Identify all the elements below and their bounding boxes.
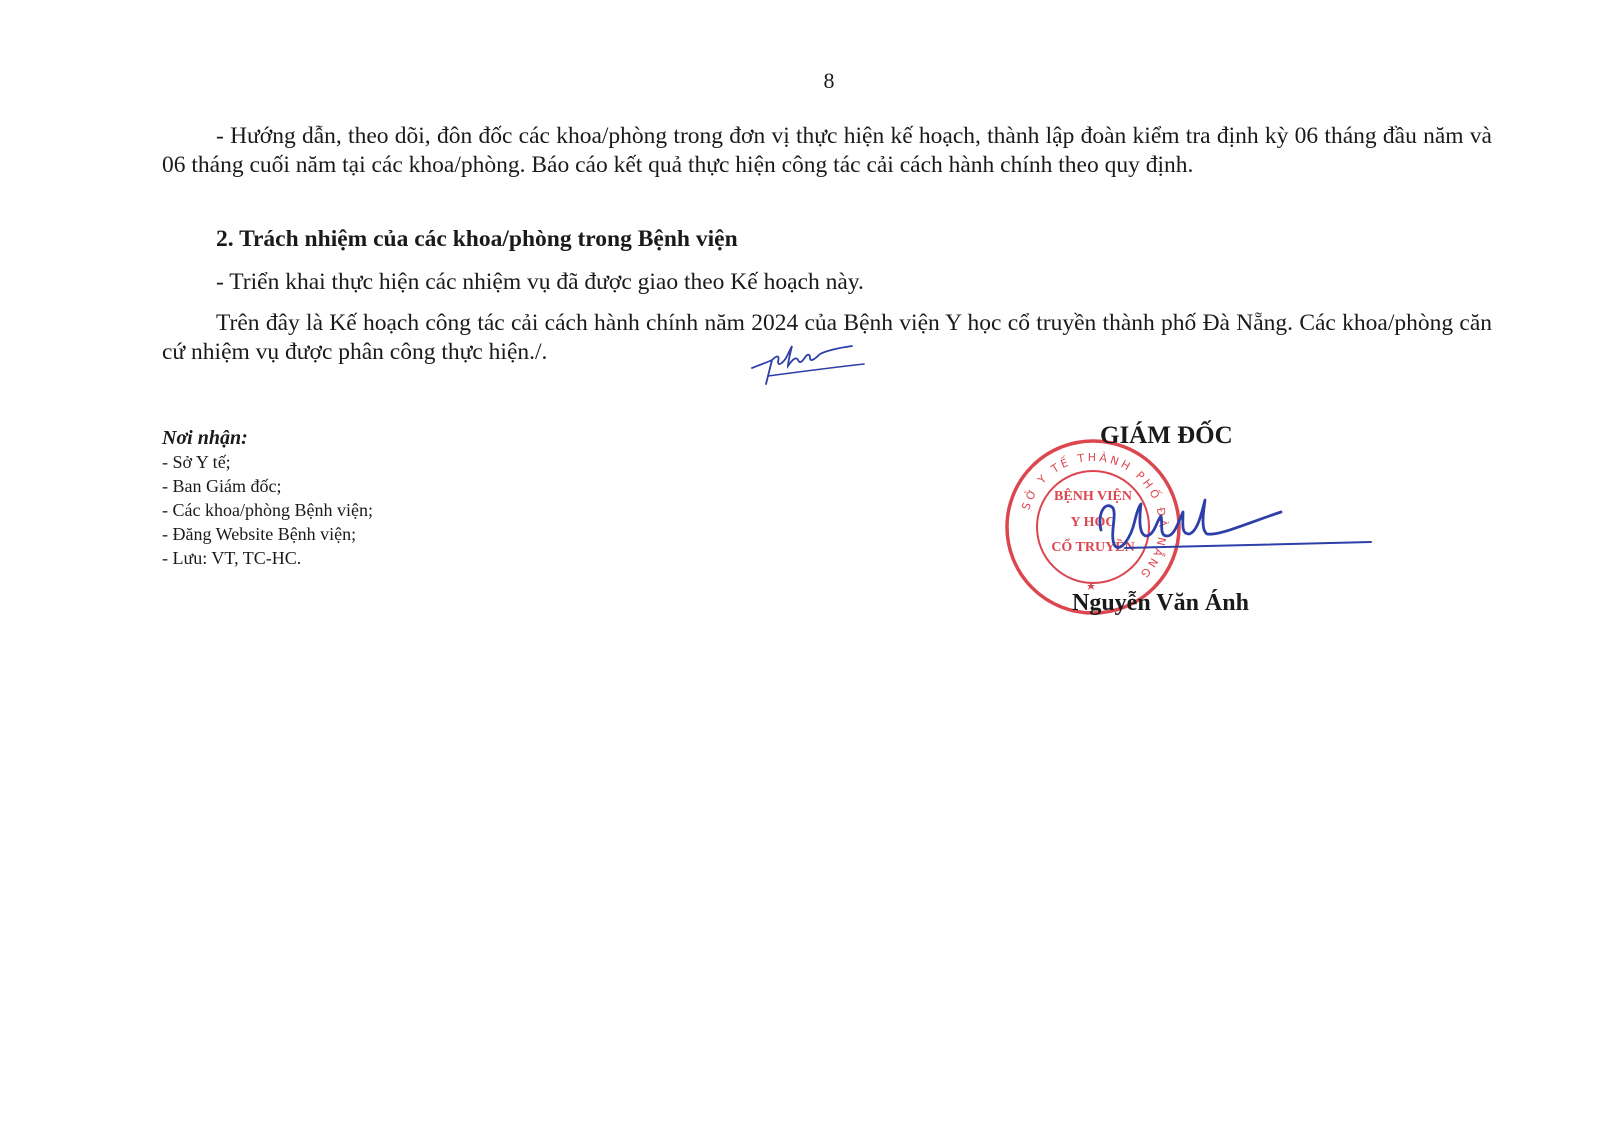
recipients-block	[162, 426, 373, 570]
recipients-title: Nơi nhận:	[162, 427, 248, 449]
paragraph-implementation: - Triển khai thực hiện các nhiệm vụ đã được giao theo Kế hoạch này.	[216, 269, 864, 295]
seal-line-2: Y HỌC	[1070, 515, 1116, 530]
recipient-item: - Ban Giám đốc;	[162, 476, 282, 496]
initials-signature-mark	[748, 340, 870, 386]
recipient-item: - Sở Y tế;	[162, 452, 231, 472]
director-signature	[1095, 490, 1375, 560]
recipient-item: - Các khoa/phòng Bệnh viện;	[162, 500, 373, 520]
seal-ring-text: SỞ Y TẾ THÀNH PHỐ ĐÀ NẴNG	[1019, 450, 1170, 583]
recipients-list	[162, 450, 373, 570]
signer-name: Nguyễn Văn Ánh	[1072, 590, 1249, 616]
recipient-item: - Lưu: VT, TC-HC.	[162, 548, 302, 568]
seal-line-1: BỆNH VIỆN	[1054, 489, 1132, 504]
paragraph-closing: Trên đây là Kế hoạch công tác cải cách hành chính năm 2024 của Bệnh viện Y học cổ truyền thành phố Đà Nẵng. Các khoa/phòng căn cứ nhiệm vụ được phân công thực hiện./.	[162, 310, 1492, 365]
signer-title: GIÁM ĐỐC	[1100, 422, 1233, 449]
seal-line-3: CỔ TRUYỀN	[1051, 540, 1135, 555]
recipient-item: - Đăng Website Bệnh viện;	[162, 524, 357, 544]
page-number: 8	[823, 68, 835, 93]
paragraph-guidance: - Hướng dẫn, theo dõi, đôn đốc các khoa/phòng trong đơn vị thực hiện kế hoạch, thành lập đoàn kiểm tra định kỳ 06 tháng đầu năm và 06 tháng cuối năm tại các khoa/phòng. Báo cáo kết quả thực hiện công tác cải cách hành chính theo quy định.	[162, 123, 1492, 178]
section-heading-2: 2. Trách nhiệm của các khoa/phòng trong Bệnh viện	[216, 226, 738, 252]
